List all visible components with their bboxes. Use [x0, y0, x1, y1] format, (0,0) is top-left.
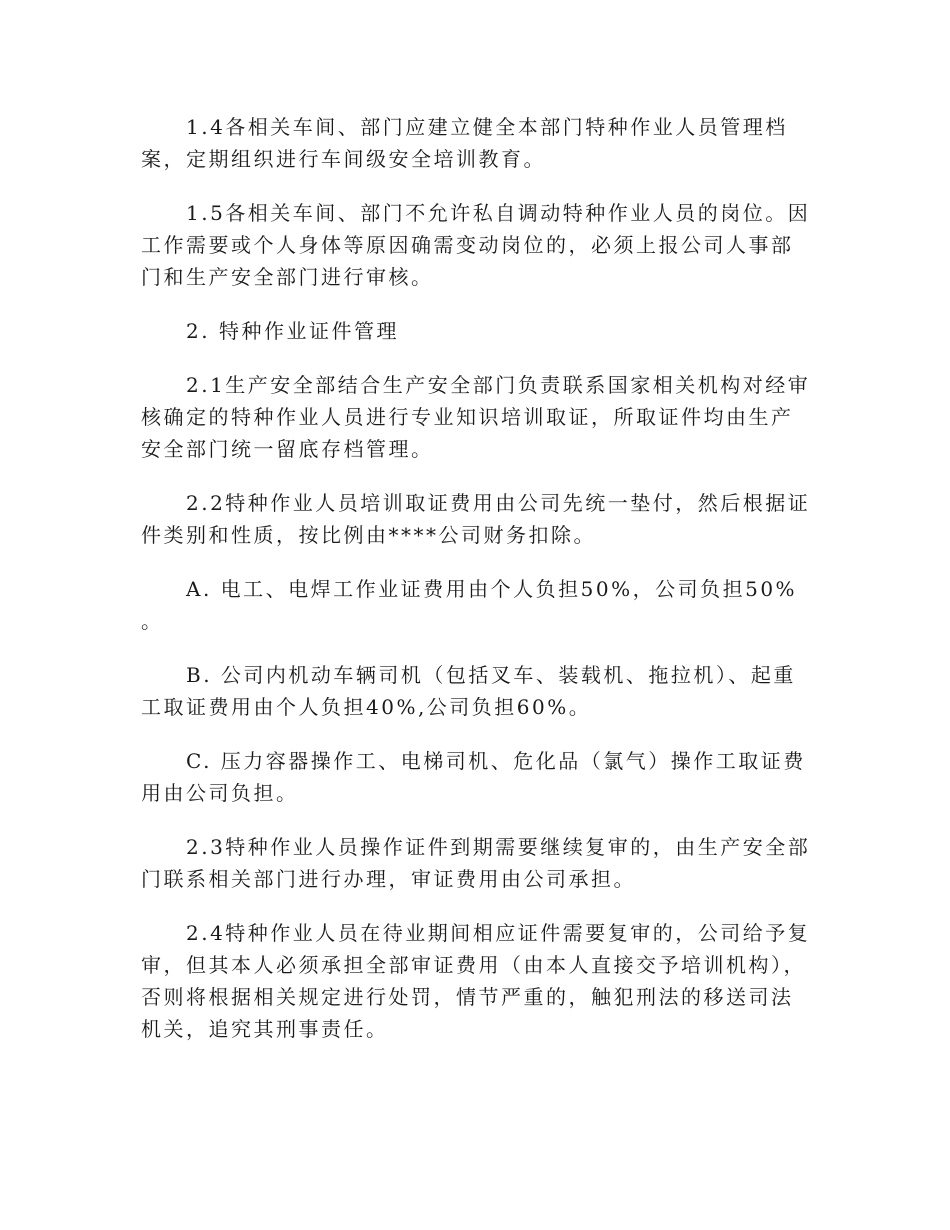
paragraph-2-2: 2.2特种作业人员培训取证费用由公司先统一垫付，然后根据证件类别和性质，按比例由****公司财务扣除。 — [141, 491, 811, 547]
paragraph-1-5: 1.5各相关车间、部门不允许私自调动特种作业人员的岗位。因工作需要或个人身体等原因确需变动岗位的，必须上报公司人事部门和生产安全部门进行审核。 — [141, 201, 811, 289]
paragraph-2-4: 2.4特种作业人员在待业期间相应证件需要复审的，公司给予复审，但其本人必须承担全部审证费用（由本人直接交予培训机构），否则将根据相关规定进行处罚，情节严重的，触犯刑法的移送司法机关，追究其刑事责任。 — [141, 921, 811, 1041]
paragraph-2-3: 2.3特种作业人员操作证件到期需要继续复审的，由生产安全部门联系相关部门进行办理，审证费用由公司承担。 — [141, 835, 811, 891]
list-item-b: B. 公司内机动车辆司机（包括叉车、装载机、拖拉机）、起重工取证费用由个人负担40%,公司负担60%。 — [141, 663, 796, 719]
paragraph-1-4: 1.4各相关车间、部门应建立健全本部门特种作业人员管理档案，定期组织进行车间级安全培训教育。 — [141, 115, 788, 171]
document-body — [141, 111, 811, 1067]
list-item-c: C. 压力容器操作工、电梯司机、危化品（氯气）操作工取证费用由公司负担。 — [141, 749, 806, 805]
paragraph-2-1: 2.1生产安全部结合生产安全部门负责联系国家相关机构对经审核确定的特种作业人员进行专业知识培训取证，所取证件均由生产安全部门统一留底存档管理。 — [141, 373, 811, 461]
section-heading-2: 2. 特种作业证件管理 — [186, 319, 399, 343]
list-item-a: A. 电工、电焊工作业证费用由个人负担50%，公司负担50% 。 — [141, 577, 798, 633]
